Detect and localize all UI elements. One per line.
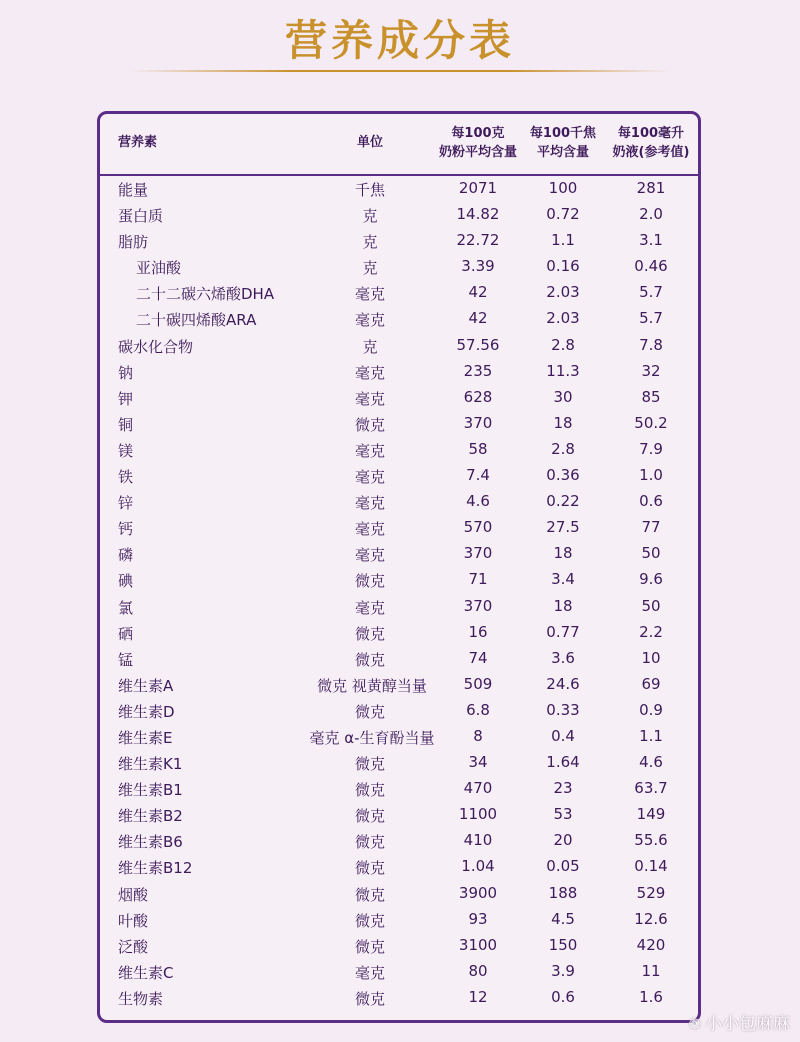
header-per100ml [604,124,698,162]
unit-cell: 毫克 [354,963,385,982]
unit-cell: 毫克 [354,441,385,460]
per100g-value: 3900 [458,883,498,902]
table-row [100,592,698,618]
unit-cell: 克 [362,259,378,278]
per100ml-value: 12.6 [634,909,668,928]
table-body [100,174,698,1009]
unit-cell: 微克 [354,650,385,669]
per100kj-value: 23 [553,779,573,798]
unit-cell: 微克 [354,781,385,800]
per100kj-value: 18 [553,544,573,563]
per100ml-value: 0.6 [639,492,663,511]
per100kj-value: 3.6 [551,648,575,667]
per100kj-value: 2.03 [546,283,580,302]
unit-cell: 毫克 [354,546,385,565]
nutrient-name: 生物素 [118,989,164,1008]
nutrient-name: 能量 [118,181,149,199]
per100ml-value: 9.6 [639,570,663,589]
nutrient-name: 维生素E [118,728,173,747]
unit-cell: 微克 [354,989,385,1008]
per100kj-value: 1.64 [546,753,580,772]
header-per100ml-line2: 奶液(参考值) [612,145,690,160]
nutrient-name: 钾 [118,389,134,408]
table-row [100,174,698,200]
table-row [100,200,698,226]
per100g-value: 3100 [458,935,498,954]
per100g-value: 6.8 [466,700,490,719]
header-unit: 单位 [356,135,383,150]
per100kj-value: 18 [553,596,573,615]
nutrient-name: 维生素D [118,702,175,721]
per100ml-value: 10 [641,648,661,667]
table-row [100,513,698,539]
watermark-text: 小小包麻麻 [705,1014,790,1034]
table-row [100,487,698,513]
per100g-value: 370 [463,413,493,432]
nutrient-name: 叶酸 [118,911,149,930]
per100g-value: 71 [468,570,488,589]
per100kj-value: 150 [548,935,578,954]
per100ml-value: 2.0 [639,205,663,224]
per100g-value: 235 [463,361,493,380]
table-row [100,774,698,800]
per100kj-value: 1.1 [551,231,575,250]
per100ml-value: 5.7 [639,283,663,302]
header-per100g-line1: 每100克 [451,126,505,141]
per100ml-value: 63.7 [634,779,668,798]
per100kj-value: 0.36 [546,466,580,485]
per100kj-value: 188 [548,883,578,902]
nutrient-name: 磷 [118,546,134,565]
per100ml-value: 32 [641,361,661,380]
nutrient-name: 脂肪 [118,233,149,252]
per100ml-value: 77 [641,518,661,537]
per100kj-value: 0.72 [546,205,580,224]
unit-cell: 克 [362,207,378,226]
per100ml-value: 0.46 [634,257,668,276]
nutrient-name: 镁 [118,441,134,460]
nutrient-name: 钙 [118,520,134,539]
per100kj-value: 3.4 [551,570,575,589]
per100g-value: 509 [463,674,493,693]
per100ml-value: 50.2 [634,413,668,432]
unit-cell: 毫克 [354,520,385,539]
nutrient-name: 亚油酸 [136,259,182,278]
header-per100kj-line1: 每100千焦 [529,126,597,141]
per100ml-value: 55.6 [634,831,668,850]
unit-cell: 微克 [354,937,385,956]
unit-cell: 毫克 [354,494,385,513]
nutrient-name: 氯 [118,598,134,617]
unit-cell: 毫克 [354,285,385,304]
unit-cell: 微克 [354,807,385,826]
table-row [100,852,698,878]
header-per100ml-line1: 每100毫升 [617,126,685,141]
per100ml-value: 5.7 [639,309,663,328]
table-row [100,409,698,435]
unit-cell: 微克 [354,755,385,774]
per100ml-value: 149 [636,805,666,824]
per100kj-value: 2.03 [546,309,580,328]
per100ml-value: 50 [641,596,661,615]
unit-cell: 微克 [354,859,385,878]
table-row [100,461,698,487]
per100kj-value: 18 [553,413,573,432]
per100kj-value: 100 [548,179,578,197]
table-header [100,114,698,176]
table-row [100,278,698,304]
nutrient-name: 铜 [118,415,134,434]
nutrient-name: 二十碳四烯酸ARA [136,311,257,330]
per100kj-value: 4.5 [551,909,575,928]
nutrient-name: 锌 [118,494,134,513]
per100g-value: 14.82 [456,205,500,224]
per100g-value: 470 [463,779,493,798]
unit-cell: 微克 [354,833,385,852]
per100kj-value: 11.3 [546,361,580,380]
table-row [100,226,698,252]
per100g-value: 42 [468,309,488,328]
table-row [100,618,698,644]
per100g-value: 628 [463,387,493,406]
per100g-value: 2071 [458,179,498,197]
per100g-value: 74 [468,648,488,667]
table-row [100,383,698,409]
per100g-value: 410 [463,831,493,850]
nutrient-name: 钠 [118,363,134,382]
table-row [100,983,698,1009]
per100kj-value: 20 [553,831,573,850]
per100kj-value: 0.22 [546,492,580,511]
nutrient-name: 蛋白质 [118,207,164,226]
nutrient-name: 维生素K1 [118,755,183,774]
per100kj-value: 3.9 [551,961,575,980]
table-row [100,748,698,774]
unit-cell: 克 [362,233,378,252]
per100ml-value: 85 [641,387,661,406]
unit-cell: 克 [362,337,378,356]
nutrient-name: 维生素A [118,676,174,695]
header-per100g-line2: 奶粉平均含量 [438,145,517,160]
header-nutrient: 营养素 [118,135,158,150]
per100ml-value: 0.9 [639,700,663,719]
unit-cell: 毫克 [354,468,385,487]
per100kj-value: 53 [553,805,573,824]
page-title: 营养成分表 [284,16,515,65]
per100kj-value: 0.05 [546,857,580,876]
table-row [100,905,698,931]
table-row [100,957,698,983]
per100g-value: 57.56 [456,335,500,354]
nutrient-name: 烟酸 [118,885,149,904]
per100ml-value: 1.0 [639,466,663,485]
table-row [100,696,698,722]
per100ml-value: 281 [636,179,666,197]
per100ml-value: 50 [641,544,661,563]
per100kj-value: 0.33 [546,700,580,719]
unit-cell: 微克 [354,911,385,930]
per100ml-value: 3.1 [639,231,663,250]
per100kj-value: 0.6 [551,987,575,1006]
unit-cell: 微克 [354,415,385,434]
per100g-value: 3.39 [461,257,495,276]
per100ml-value: 0.14 [634,857,668,876]
table-row [100,357,698,383]
per100ml-value: 69 [641,674,661,693]
nutrient-name: 泛酸 [118,937,149,956]
per100g-value: 12 [468,987,488,1006]
per100kj-value: 0.16 [546,257,580,276]
per100g-value: 22.72 [456,231,500,250]
per100ml-value: 1.1 [639,726,663,745]
header-per100kj-line2: 平均含量 [536,145,589,160]
per100ml-value: 529 [636,883,666,902]
table-row [100,331,698,357]
watermark [688,1009,790,1034]
per100kj-value: 30 [553,387,573,406]
per100ml-value: 1.6 [639,987,663,1006]
per100kj-value: 2.8 [551,335,575,354]
per100kj-value: 0.77 [546,622,580,641]
per100ml-value: 2.2 [639,622,663,641]
nutrient-name: 硒 [118,624,134,643]
per100g-value: 80 [468,961,488,980]
table-row [100,539,698,565]
wechat-icon: ❁ [688,1015,701,1033]
unit-cell: 千焦 [354,181,385,199]
nutrient-name: 铁 [118,468,134,487]
unit-cell: 毫克 [354,389,385,408]
nutrient-name: 锰 [118,650,134,669]
per100g-value: 4.6 [466,492,490,511]
nutrient-name: 维生素B12 [118,859,193,878]
per100ml-value: 7.8 [639,335,663,354]
title-divider [130,70,670,72]
table-row [100,252,698,278]
table-row [100,722,698,748]
per100g-value: 42 [468,283,488,302]
table-row [100,800,698,826]
per100kj-value: 27.5 [546,518,580,537]
per100g-value: 1.04 [461,857,495,876]
per100ml-value: 7.9 [639,439,663,458]
nutrient-name: 碘 [118,572,134,591]
table-row [100,931,698,957]
per100g-value: 570 [463,518,493,537]
table-row [100,565,698,591]
unit-cell: 微克 [354,572,385,591]
header-per100kj [528,124,598,162]
per100g-value: 370 [463,544,493,563]
unit-cell: 微克 视黄醇当量 [317,676,427,695]
per100ml-value: 11 [641,961,661,980]
per100g-value: 93 [468,909,488,928]
per100g-value: 1100 [458,805,498,824]
nutrient-name: 维生素B2 [118,807,183,826]
unit-cell: 微克 [354,885,385,904]
per100kj-value: 24.6 [546,674,580,693]
nutrient-name: 维生素C [118,963,174,982]
per100ml-value: 420 [636,935,666,954]
nutrient-name: 碳水化合物 [118,337,194,356]
per100kj-value: 2.8 [551,439,575,458]
per100g-value: 34 [468,753,488,772]
per100kj-value: 0.4 [551,726,575,745]
unit-cell: 毫克 [354,311,385,330]
per100g-value: 58 [468,439,488,458]
unit-cell: 微克 [354,624,385,643]
per100g-value: 7.4 [466,466,490,485]
unit-cell: 毫克 α-生育酚当量 [309,728,435,747]
nutrient-name: 维生素B6 [118,833,183,852]
nutrient-name: 二十二碳六烯酸DHA [136,285,275,304]
per100g-value: 16 [468,622,488,641]
table-row [100,304,698,330]
unit-cell: 毫克 [354,598,385,617]
per100g-value: 8 [473,726,483,745]
table-row [100,670,698,696]
per100ml-value: 4.6 [639,753,663,772]
table-row [100,826,698,852]
unit-cell: 毫克 [354,363,385,382]
nutrient-name: 维生素B1 [118,781,183,800]
table-row [100,644,698,670]
unit-cell: 微克 [354,702,385,721]
table-row [100,435,698,461]
nutrition-table [97,111,701,1023]
per100g-value: 370 [463,596,493,615]
header-per100g [432,124,524,162]
table-row [100,879,698,905]
